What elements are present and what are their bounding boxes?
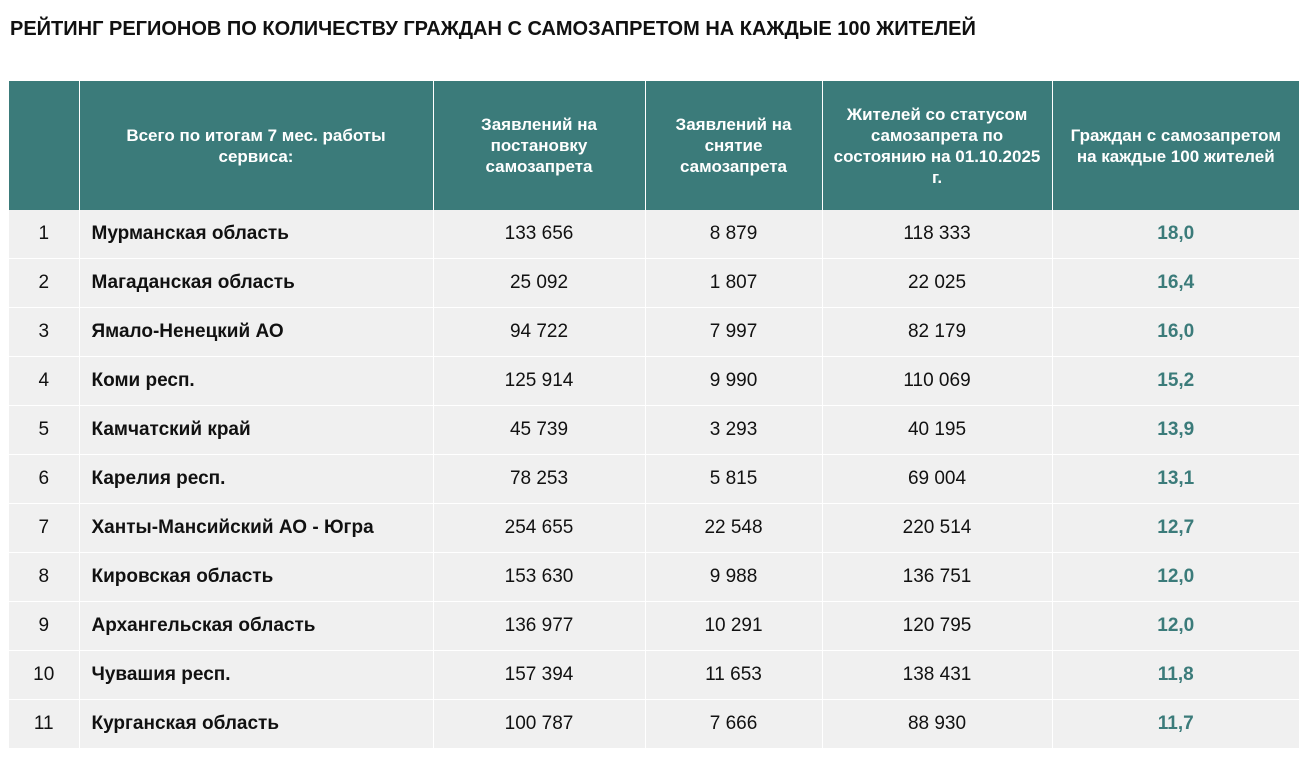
cell-residents: 22 025: [822, 259, 1052, 308]
cell-region: Мурманская область: [79, 210, 433, 259]
cell-per-100: 12,7: [1052, 504, 1299, 553]
table-row: [9, 651, 1299, 700]
cell-region: Камчатский край: [79, 406, 433, 455]
cell-applications-set: 94 722: [433, 308, 645, 357]
cell-residents: 120 795: [822, 602, 1052, 651]
cell-rank: 8: [9, 553, 79, 602]
cell-rank: 3: [9, 308, 79, 357]
cell-region: Магаданская область: [79, 259, 433, 308]
cell-applications-remove: 11 653: [645, 651, 822, 700]
cell-applications-remove: 7 997: [645, 308, 822, 357]
cell-applications-remove: 9 990: [645, 357, 822, 406]
cell-per-100: 16,0: [1052, 308, 1299, 357]
cell-applications-set: 45 739: [433, 406, 645, 455]
cell-region: Ханты-Мансийский АО - Югра: [79, 504, 433, 553]
cell-rank: 7: [9, 504, 79, 553]
cell-residents: 136 751: [822, 553, 1052, 602]
table-row: [9, 210, 1299, 259]
cell-applications-remove: 1 807: [645, 259, 822, 308]
cell-region: Коми респ.: [79, 357, 433, 406]
cell-applications-set: 100 787: [433, 700, 645, 749]
cell-region: Архангельская область: [79, 602, 433, 651]
cell-residents: 110 069: [822, 357, 1052, 406]
cell-applications-set: 133 656: [433, 210, 645, 259]
cell-applications-set: 25 092: [433, 259, 645, 308]
cell-per-100: 13,1: [1052, 455, 1299, 504]
header-residents: Жителей со статусом самозапрета по состоянию на 01.10.2025 г.: [822, 81, 1052, 210]
cell-region: Чувашия респ.: [79, 651, 433, 700]
cell-rank: 11: [9, 700, 79, 749]
table-row: [9, 700, 1299, 749]
cell-rank: 1: [9, 210, 79, 259]
header-region: Всего по итогам 7 мес. работы сервиса:: [79, 81, 433, 210]
cell-applications-set: 125 914: [433, 357, 645, 406]
cell-applications-remove: 8 879: [645, 210, 822, 259]
cell-applications-set: 153 630: [433, 553, 645, 602]
cell-rank: 5: [9, 406, 79, 455]
cell-rank: 9: [9, 602, 79, 651]
cell-applications-remove: 10 291: [645, 602, 822, 651]
cell-residents: 82 179: [822, 308, 1052, 357]
cell-rank: 10: [9, 651, 79, 700]
table-row: [9, 259, 1299, 308]
cell-per-100: 18,0: [1052, 210, 1299, 259]
cell-per-100: 12,0: [1052, 553, 1299, 602]
cell-applications-remove: 9 988: [645, 553, 822, 602]
cell-rank: 2: [9, 259, 79, 308]
cell-applications-set: 157 394: [433, 651, 645, 700]
cell-applications-remove: 3 293: [645, 406, 822, 455]
cell-applications-remove: 5 815: [645, 455, 822, 504]
cell-region: Курганская область: [79, 700, 433, 749]
cell-per-100: 11,8: [1052, 651, 1299, 700]
cell-region: Карелия респ.: [79, 455, 433, 504]
table-row: [9, 504, 1299, 553]
cell-rank: 6: [9, 455, 79, 504]
cell-per-100: 16,4: [1052, 259, 1299, 308]
cell-residents: 138 431: [822, 651, 1052, 700]
cell-residents: 40 195: [822, 406, 1052, 455]
cell-applications-remove: 22 548: [645, 504, 822, 553]
table-row: [9, 455, 1299, 504]
cell-rank: 4: [9, 357, 79, 406]
table-header-row: [9, 81, 1299, 210]
header-rank: [9, 81, 79, 210]
ranking-table: [9, 81, 1299, 748]
table-row: [9, 308, 1299, 357]
table-row: [9, 406, 1299, 455]
cell-residents: 220 514: [822, 504, 1052, 553]
header-applications-remove: Заявлений на снятие самозапрета: [645, 81, 822, 210]
cell-region: Кировская область: [79, 553, 433, 602]
cell-per-100: 15,2: [1052, 357, 1299, 406]
cell-region: Ямало-Ненецкий АО: [79, 308, 433, 357]
cell-residents: 69 004: [822, 455, 1052, 504]
table-row: [9, 357, 1299, 406]
page-title: РЕЙТИНГ РЕГИОНОВ ПО КОЛИЧЕСТВУ ГРАЖДАН С САМОЗАПРЕТОМ НА КАЖДЫЕ 100 ЖИТЕЛЕЙ: [10, 18, 976, 40]
table-row: [9, 553, 1299, 602]
cell-applications-set: 254 655: [433, 504, 645, 553]
cell-per-100: 11,7: [1052, 700, 1299, 749]
cell-per-100: 13,9: [1052, 406, 1299, 455]
cell-applications-set: 136 977: [433, 602, 645, 651]
header-per-100: Граждан с самозапретом на каждые 100 жителей: [1052, 81, 1299, 210]
cell-residents: 88 930: [822, 700, 1052, 749]
table-body: [9, 210, 1299, 748]
cell-per-100: 12,0: [1052, 602, 1299, 651]
table-row: [9, 602, 1299, 651]
cell-applications-set: 78 253: [433, 455, 645, 504]
cell-residents: 118 333: [822, 210, 1052, 259]
cell-applications-remove: 7 666: [645, 700, 822, 749]
header-applications-set: Заявлений на постановку самозапрета: [433, 81, 645, 210]
